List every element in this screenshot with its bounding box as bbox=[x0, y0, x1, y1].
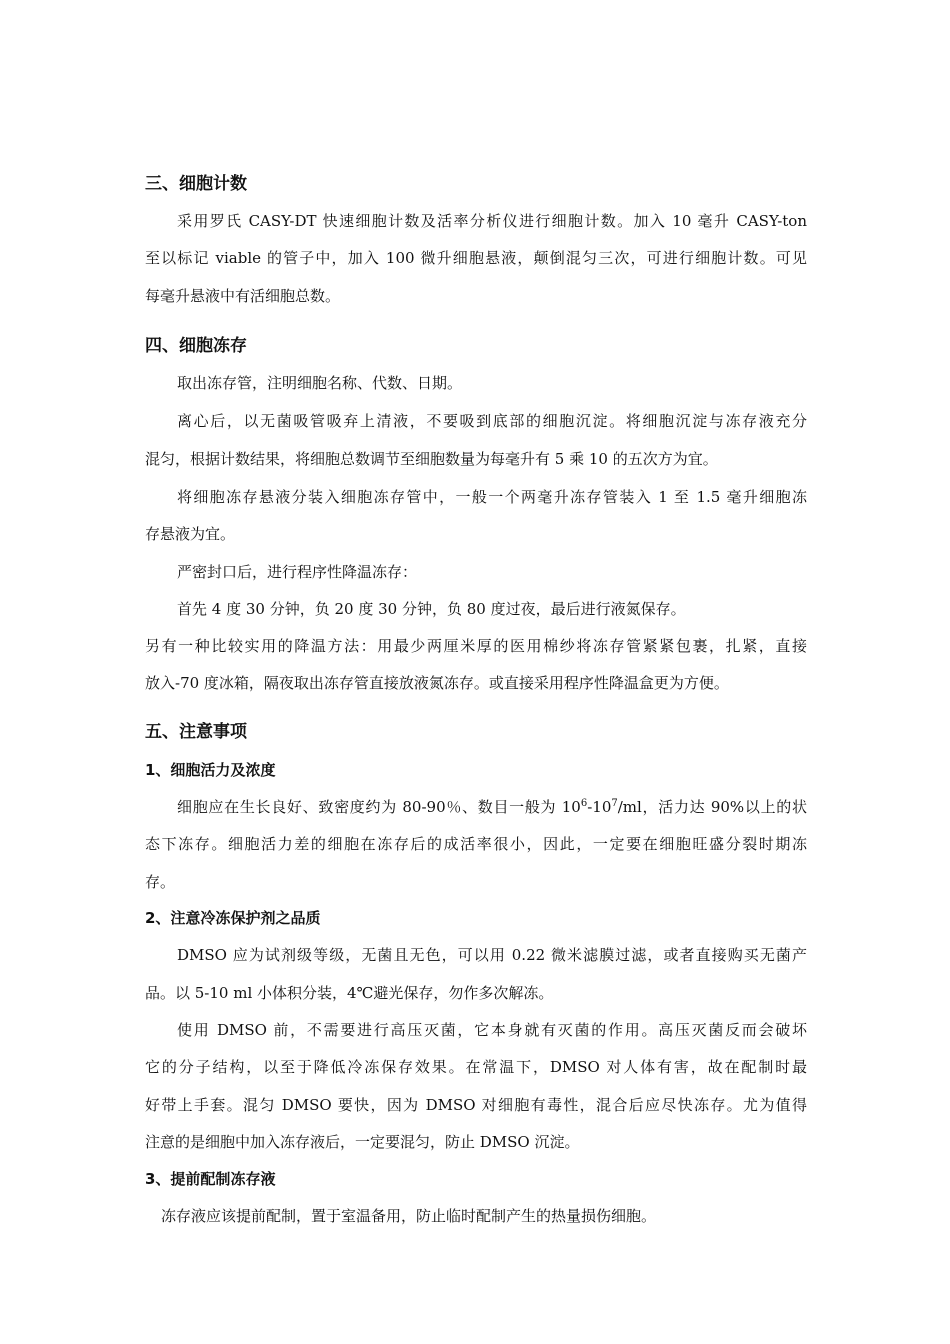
paragraph-line: 离心后，以无菌吸管吸弃上清液，不要吸到底部的细胞沉淀。将细胞沉淀与冻存液充分 bbox=[177, 412, 807, 430]
paragraph-line: 存。 bbox=[145, 873, 176, 891]
section-heading-cell-counting: 三、细胞计数 bbox=[145, 174, 247, 194]
subheading-viability: 1、细胞活力及浓度 bbox=[145, 761, 276, 779]
paragraph-line: 首先 4 度 30 分钟，负 20 度 30 分钟，负 80 度过夜，最后进行液氮保存。 bbox=[177, 600, 686, 618]
paragraph-line: 存悬液为宜。 bbox=[145, 525, 236, 543]
paragraph-line: 放入-70 度冰箱，隔夜取出冻存管直接放液氮冻存。或直接采用程序性降温盒更为方便。 bbox=[145, 674, 729, 692]
paragraph-line: 冻存液应该提前配制，置于室温备用，防止临时配制产生的热量损伤细胞。 bbox=[161, 1207, 657, 1225]
subheading-cryoprotectant: 2、注意冷冻保护剂之品质 bbox=[145, 909, 321, 927]
paragraph-line: 采用罗氏 CASY-DT 快速细胞计数及活率分析仪进行细胞计数。加入 10 毫升 CASY-ton bbox=[177, 212, 807, 230]
paragraph-line: 态下冻存。细胞活力差的细胞在冻存后的成活率很小，因此，一定要在细胞旺盛分裂时期冻 bbox=[145, 835, 807, 853]
section-heading-precautions: 五、注意事项 bbox=[145, 722, 247, 742]
paragraph-line: 取出冻存管，注明细胞名称、代数、日期。 bbox=[177, 374, 463, 392]
paragraph-line: 它的分子结构，以至于降低冷冻保存效果。在常温下，DMSO 对人体有害，故在配制时最 bbox=[145, 1058, 807, 1076]
paragraph-line: 另有一种比较实用的降温方法：用最少两厘米厚的医用棉纱将冻存管紧紧包裹，扎紧，直接 bbox=[145, 637, 807, 655]
subheading-prepare-solution: 3、提前配制冻存液 bbox=[145, 1170, 276, 1188]
paragraph-line: 注意的是细胞中加入冻存液后，一定要混匀，防止 DMSO 沉淀。 bbox=[145, 1133, 580, 1151]
paragraph-line: 混匀，根据计数结果，将细胞总数调节至细胞数量为每毫升有 5 乘 10 的五次方为宜。 bbox=[145, 450, 718, 468]
paragraph-line: 使用 DMSO 前，不需要进行高压灭菌，它本身就有灭菌的作用。高压灭菌反而会破坏 bbox=[177, 1021, 807, 1039]
paragraph-line: 严密封口后，进行程序性降温冻存： bbox=[177, 563, 418, 581]
paragraph-line: 好带上手套。混匀 DMSO 要快，因为 DMSO 对细胞有毒性，混合后应尽快冻存。尤为值得 bbox=[145, 1096, 807, 1114]
paragraph-line: DMSO 应为试剂级等级，无菌且无色，可以用 0.22 微米滤膜过滤，或者直接购买无菌产 bbox=[177, 946, 807, 964]
paragraph-line: 将细胞冻存悬液分装入细胞冻存管中，一般一个两毫升冻存管装入 1 至 1.5 毫升细胞冻 bbox=[177, 488, 807, 506]
paragraph-line: 品。以 5-10 ml 小体积分装，4℃避光保存，勿作多次解冻。 bbox=[145, 984, 554, 1002]
section-heading-cell-freezing: 四、细胞冻存 bbox=[145, 336, 247, 356]
paragraph-line: 细胞应在生长良好、致密度约为 80-90％、数目一般为 $10^6-10^7/ml$，活力达 90%以上的状 bbox=[177, 798, 807, 816]
paragraph-line: 每毫升悬液中有活细胞总数。 bbox=[145, 287, 341, 305]
paragraph-line: 至以标记 viable 的管子中，加入 100 微升细胞悬液，颠倒混匀三次，可进行细胞计数。可见 bbox=[145, 249, 807, 267]
